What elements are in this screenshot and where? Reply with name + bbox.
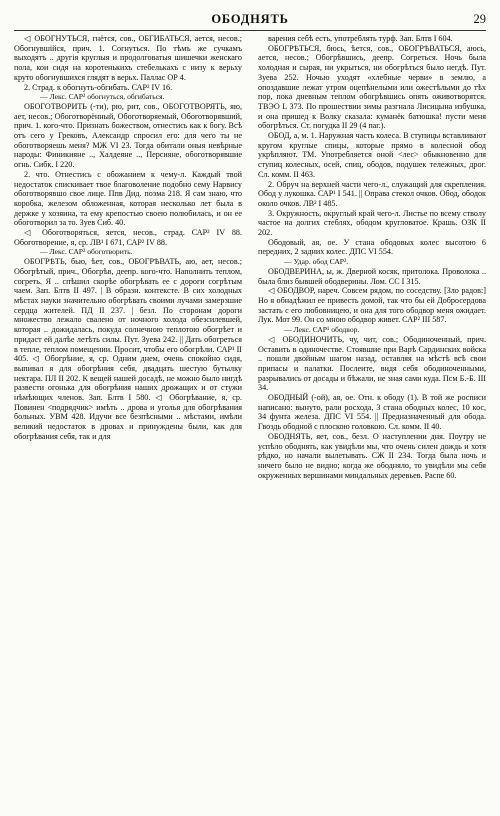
entry-obogotvorit-sense2: 2. что. Отнестись с обожанием к чему-л. Каждый твой недостаток спискивает твое благоволение подобно сему Нарвису обоготворявшo свое лице. Ппв Дид. поэма 218. Я сам знаю, что коробка, железом обложенная, которая несколько лет была в держке у хозяина, та ему крепостью своею полюбилась, и он ее обоготворил за то. Зуев Сиб. 40. — [14, 169, 242, 228]
page-header — [14, 12, 486, 30]
header-rule — [14, 30, 486, 31]
left-column — [14, 34, 242, 806]
entry-obodovyi: Ободовый, ая, ое. У стана ободовых колес высотою 6 передних, 2 задних колес. ДПС VI 554. — [258, 237, 486, 257]
page-number: 29 — [473, 12, 486, 26]
lexicon-note: — Лекс. САР¹ ободвор. — [284, 325, 360, 335]
entry-obogret: ОБОГРѢТЬ, бью, ѣет, сов., ОБОГРѢВАТЬ, аю, ает, несов.; Обогрѣтый, прич., Обогрѣв, деепр. кого-что. Наполнить теплом, согреть. Я .. спѣшил скорѣе обогрѣвать ее с дороги согрѣтым чаем. Зап. Блтв II 497. | В образн. контексте. В сих холодных мѣстах науки значительно обогрѣвать своими лучами замерзшие сердца жителей. ПД II 237. | безл. По сторонам дороги множество лежало свалено от ночного холода обезсилевшей, которая .. дожидалась, покуда солнечною теплотою обогрѣет и придаст ей далѣе летѣть силы. Пут. Зуева 242. || Дать обогреться в тепле, теплом помещении. Просит, чтобы его обогрѣли. САР¹ II 405. ◁ Обогрѣние, я, ср. Одним днем, очень спокойно сидя, выпивал я для обогрѣния себя, двадцать шестую бутылку нектара. ПЛ II 202. К вещей нашей досадѣ, не можно было нигдѣ развести огонька для обогрѣния наших дрожащих и от стужи нѣмѣющих членов. Зап. Блтв I 580. ◁ Обогрѣвание, я, ср. Повинен <подрядчик> имѣть .. дрова и уголья для обогрѣвания больных. УВМ 428. Идучи все безпѣсными .. мѣстами, имѣли великий недостаток в дровах и принуждены были, как для обогрѣвания себя, так и для — [14, 257, 242, 441]
lexicon-note: — Лекс. САР² обоготворить. — [40, 247, 133, 257]
entry-obogotvoryatsya: ◁ Обоготворяться, яется, несов., страд. САР² IV 88. Обоготворение, я, ср. ЛВ¹ I 671, САР² IV 88. — [14, 228, 242, 247]
entry-obodverina: ОБОДВЕРИНА, ы, ж. Дверной косяк, притолока. Проволока .. была близ бывшей ободверины. Лом. СС I 315. — [258, 266, 486, 286]
entry-obogotvorit: ОБОГОТВОРИТЬ (-ти), рю, рит, сов., ОБОГОТВОРЯТЬ, яю, ает, несов.; Обоготворённый, Обоготворяемый, Обоготворявший, прич. 1. кого-что. Признать божеством, отнестись как к богу. Всѣ отъ сего у Грековъ, Александр спросил его: для чего ты не обоготворяешь меня? МЖ VI 23. Тогда обитали оныя невѣрные народы: Финикияне .., Халдеяне .., Персияне, обоготворявшие огнь. Сибк. I 220. — [14, 101, 242, 170]
entry-obod: ОБОД, а, м. 1. Наружная часть колеса. В ступицы вставливают кругом круглые спицы, которые прямо в колесной обод укрѣпляют. ТМ. Употребляется оной <лес> обыкновенно для ступиц колесных, осей, спиц, ободов, подушек тележных, дрог. Сл. комм. II 463. — [258, 131, 486, 179]
running-head: ОБОДНЯТЬ — [211, 12, 289, 26]
entry-obodvor: ◁ ОБОДВОР, нареч. Совсем рядом, по соседству. [Зло радов:] Но я обнадѣжил ее привесть домой, так что бы ей Добросердова застать с его любовницею, и она для того ободвор меня ожидает. Лук. Мот 99. Он со мною ободвор живет. САР² III 587. — [258, 286, 486, 325]
entry-obod-sense3: 3. Окружность, округлый край чего-л. Листье по всему стволу частое на долгих стеблях, ободом кругловатое. Крашь. ОЗК II 202. — [258, 208, 486, 238]
right-column — [258, 34, 486, 806]
lexicon-note: — Лекс. САР² обогнуться, обгибаться. — [40, 92, 165, 102]
entry-obognutsya-sense2: 2. Страд. к обогнуть-обгибать. САР² IV 16. — [24, 82, 173, 92]
entry-continuation: варения себѣ есть, употреблять турф. Зап. Блтв I 604. — [268, 34, 453, 43]
entry-obodnyi: ОБОДНЫЙ (-ой), ая, ое. Отн. к ободу (1). В той же росписи написано: вынуто, рали росхода, 3 стана ободных колес, 10 кос, 34 фунта железа. ДПС VI 554. || Предназначенный для обода. Гвоздь ободной с плоскою головкою. Сл. комм. II 40. — [258, 393, 486, 432]
entry-obodnyat: ОБОДНЯТЬ, яет, сов., безл. О наступлении дня. Поутру не успѣло ободнять, как увидѣли мы, что очень силен дождь и хотя рѣдко, но начали вылетывать. СЖ II 234. Тогда была ночь и ничего было не видно; когда же ободняло, то увидѣли мы себя окруженных вершинами миндальных деревьев. Распе 60. — [258, 431, 486, 480]
entry-obognutsya: ◁ ОБОГНУТЬСЯ, гнётся, сов., ОБГИБАТЬСЯ, ается, несов.; Обогнувшійся, прич. 1. Согнуться. По тѣмъ же сучкамъ выходятъ .. другія круглыя и продолговатыя шишечки женскаго пола, кои сидя на коротенькихъ стебелькахъ с низу к верьху круто обогнувшихся глядят в верьх. Паллас ОР 4. — [14, 34, 242, 82]
entry-obogretsya: ОБОГРѢТЬСЯ, бюсь, ѣется, сов., ОБОГРѢВАТЬСЯ, аюсь, ается, несов.; Обогрѣвшись, деепр. Согреться. Ночь была холодная и сырая, ни укрыться, ни обогрѣться было негдѣ. Пут. Зуева 252. Ночью уходят «хлебные черви» в землю, а опоздавшие лежат утром оцепѣнелыми или ожестѣлыми до тѣх пор, пока дневным теплом обогрѣвшись опять оживотворятся. ТВЭО L 373. По прошествии зимы разгналa Лисицына избушка, и она пришед к Волку сказала: куманёк батюшка! пусти меня обогрѣться. Ст. погудка II 29 (4 паг.). — [258, 43, 486, 131]
stress-note: — Удар. обод САР². — [284, 257, 349, 267]
entry-obodinochit: ◁ ОБОДИНОЧИТЬ, чу, чит, сов.; Ободиноченный, прич. Оставить в одиночестве. Стоявшие при Варѣ Сардинских войска .. пошли двойным шагом назад, оставляя на мѣстѣ всѣ свои припасы и палатки. Послеите, видя себя ободиноченными, разрывались от досады и бѣжали, не зная сами куда. Псм Б.-Б. III 34. — [258, 334, 486, 393]
entry-obod-sense2: 2. Обруч на верхней части чего-л., служащий для скрепления. Обод у лукошка. САР¹ I 541. || Оправа стекол очков. Обод, ободок около очков. ЛВ² I 485. — [258, 179, 486, 208]
